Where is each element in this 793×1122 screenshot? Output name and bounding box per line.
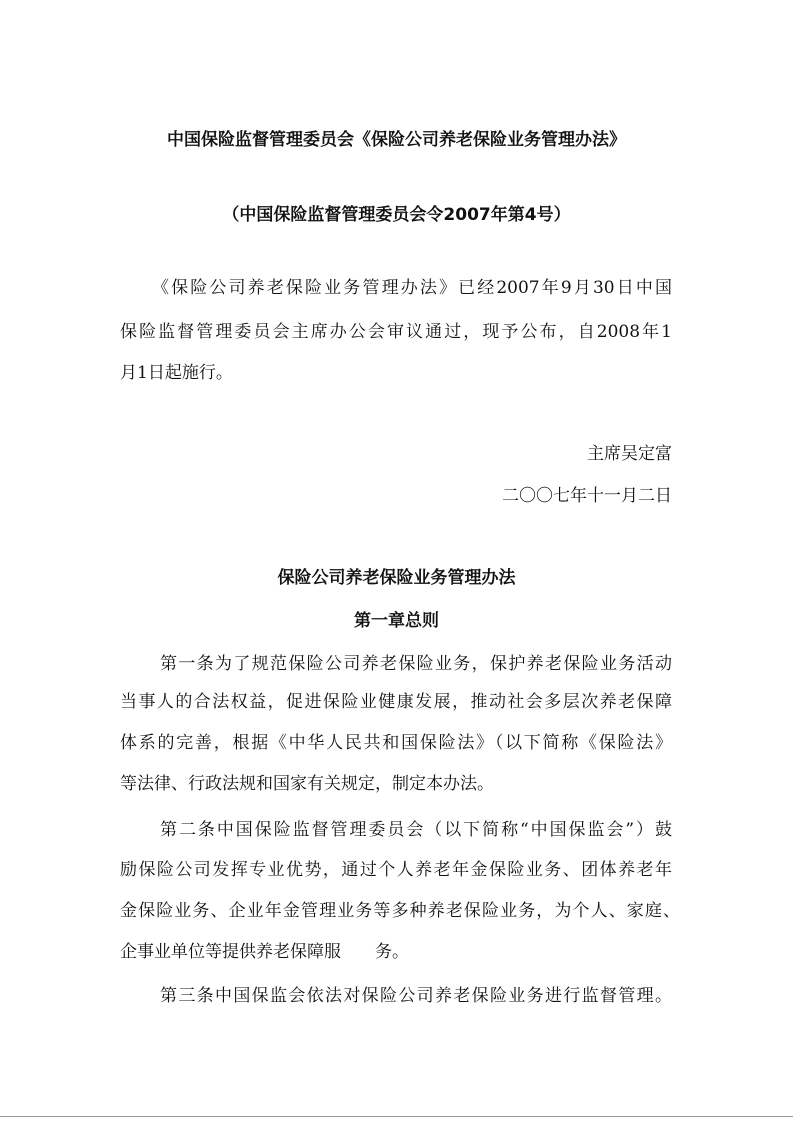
article-1-line-1: 第一条为了规范保险公司养老保险业务，保护养老保险业务活动: [160, 654, 672, 674]
article-2-line-3: 金保险业务、企业年金管理业务等多种养老保险业务，为个人、家庭、: [120, 901, 680, 921]
order-number: （中国保险监督管理委员会令2007年第4号）: [222, 205, 571, 225]
article-1-line-4: 等法律、行政法规和国家有关规定，制定本办法。: [120, 774, 494, 794]
signing-date: 二〇〇七年十一月二日: [502, 486, 672, 506]
article-1-line-3: 体系的完善，根据《中华人民共和国保险法》（以下简称《保险法》: [120, 733, 672, 753]
law-title: 保险公司养老保险业务管理办法: [277, 568, 516, 588]
chapter-title: 第一章总则: [354, 611, 439, 631]
intro-line-2: 保险监督管理委员会主席办公会审议通过，现予公布，自2008年1: [120, 322, 672, 342]
signature: 主席吴定富: [587, 444, 672, 464]
page-bottom-divider: [0, 1116, 793, 1117]
article-1-line-2: 当事人的合法权益，促进保险业健康发展，推动社会多层次养老保障: [120, 692, 672, 712]
article-2-line-2: 励保险公司发挥专业优势，通过个人养老年金保险业务、团体养老年: [120, 860, 672, 880]
intro-line-1: 《保险公司养老保险业务管理办法》已经2007年9月30日中国: [152, 278, 672, 298]
intro-line-3: 月1日起施行。: [120, 363, 233, 383]
article-2-line-1: 第二条中国保险监督管理委员会（以下简称“中国保监会”）鼓: [160, 820, 672, 840]
document-title: 中国保险监督管理委员会《保险公司养老保险业务管理办法》: [167, 130, 626, 150]
article-2-line-4: 企事业单位等提供养老保障服 务。: [120, 942, 409, 962]
article-3-line-1: 第三条中国保监会依法对保险公司养老保险业务进行监督管理。: [160, 986, 672, 1006]
